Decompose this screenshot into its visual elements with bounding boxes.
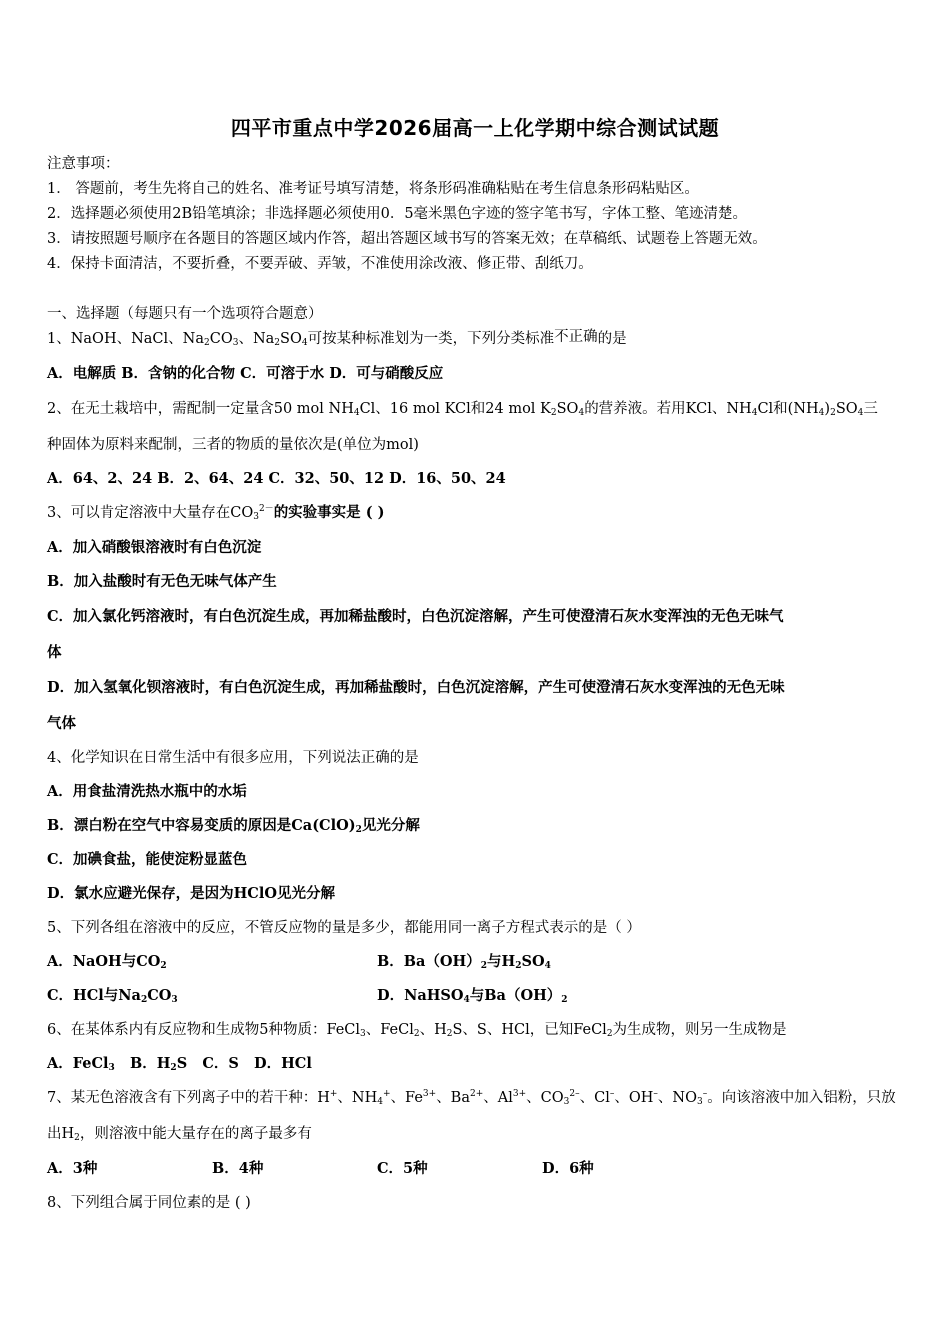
notice-item-3: 3．请按照题号顺序在各题目的答题区域内作答，超出答题区域书写的答案无效；在草稿纸、试题卷上答题无效。	[47, 231, 767, 247]
question-4-option-d: D．氯水应避光保存，是因为HClO见光分解	[47, 885, 335, 902]
question-3-option-b: B．加入盐酸时有无色无味气体产生	[47, 573, 277, 590]
question-3-option-c: C．加入氯化钙溶液时，有白色沉淀生成，再加稀盐酸时，白色沉淀溶解，产生可使澄清石灰水变浑浊的无色无味气	[47, 608, 784, 625]
question-5-option-a: A．NaOH与$CO_2$	[47, 953, 167, 971]
question-5-option-c: C．HCl与$Na_2CO_3$	[47, 987, 178, 1005]
question-3-option-d-cont: 气体	[47, 715, 76, 732]
question-4-option-a: A．用食盐清洗热水瓶中的水垢	[47, 783, 247, 800]
exam-title: 四平市重点中学2026届高一上化学期中综合测试试题	[230, 116, 720, 140]
question-8-stem: 8、下列组合属于同位素的是 ( )	[47, 1195, 251, 1211]
question-7-option-b: B．4种	[212, 1160, 264, 1177]
question-2-options: A．64、2、24 B．2、64、24 C．32、50、12 D．16、50、24	[47, 470, 506, 487]
question-7-option-d: D．6种	[542, 1160, 594, 1177]
question-3-option-c-cont: 体	[47, 644, 62, 661]
notice-item-4: 4．保持卡面清洁，不要折叠，不要弄破、弄皱，不准使用涂改液、修正带、刮纸刀。	[47, 256, 593, 272]
question-7-stem-line2: 出$H_2$，则溶液中能大量存在的离子最多有	[47, 1126, 312, 1143]
question-1-options: A．电解质 B．含钠的化合物 C．可溶于水 D．可与硝酸反应	[47, 365, 444, 382]
question-2-stem: 2、在无土栽培中，需配制一定量含50 mol $NH_4Cl$、16 mol KCl和24 mol $K_2SO_4$的营养液。若用KCl、$NH_4Cl$和$(NH_4)_2SO_4$三	[47, 401, 878, 418]
question-6-stem: 6、在某体系内有反应物和生成物5种物质：FeCl$_3$、FeCl$_2$、$H_2S$、S、HCl，已知FeCl$_2$为生成物，则另一生成物是	[47, 1022, 787, 1039]
question-7-stem: 7、某无色溶液含有下列离子中的若干种：H+、$NH_4^+$、$Fe^{3+}$、$Ba^{2+}$、$Al^{3+}$、$CO_3^{2-}$、Cl–、OH–、$NO_3^-$。向该溶液中加入铝粉，只放	[47, 1089, 896, 1107]
question-7-option-c: C．5种	[377, 1160, 428, 1177]
notice-item-1: 1． 答题前，考生先将自己的姓名、准考证号填写清楚，将条形码准确粘贴在考生信息条形码粘贴区。	[47, 181, 699, 197]
question-4-option-b: B．漂白粉在空气中容易变质的原因是$Ca(ClO)_2$见光分解	[47, 817, 420, 835]
question-5-stem: 5、下列各组在溶液中的反应，不管反应物的量是多少，都能用同一离子方程式表示的是（ ）	[47, 920, 641, 936]
question-4-option-c: C．加碘食盐，能使淀粉显蓝色	[47, 851, 248, 868]
question-3-option-a: A．加入硝酸银溶液时有白色沉淀	[47, 539, 262, 556]
question-7-option-a: A．3种	[47, 1160, 98, 1177]
question-3-option-d: D．加入氢氧化钡溶液时，有白色沉淀生成，再加稀盐酸时，白色沉淀溶解，产生可使澄清石灰水变浑浊的无色无味	[47, 679, 785, 696]
question-3-stem: 3、可以肯定溶液中大量存在$CO_3^{2-}$的实验事实是 ( )	[47, 504, 385, 522]
question-1-stem: 1、NaOH、NaCl、$Na_2CO_3$、$Na_2SO_4$可按某种标准划为一类，下列分类标准不正确的是	[47, 329, 627, 348]
question-4-stem: 4、化学知识在日常生活中有很多应用，下列说法正确的是	[47, 750, 419, 766]
question-2-stem-line2: 种固体为原料来配制，三者的物质的量依次是(单位为mol)	[47, 437, 419, 453]
question-5-option-d: D．NaHSO$_4$与$Ba(OH)_2$	[377, 987, 568, 1005]
section-heading: 一、选择题（每题只有一个选项符合题意）	[47, 306, 323, 322]
notice-heading: 注意事项：	[47, 156, 120, 172]
notice-item-2: 2．选择题必须使用2B铅笔填涂；非选择题必须使用0．5毫米黑色字迹的签字笔书写，字体工整、笔迹清楚。	[47, 206, 748, 222]
question-5-option-b: B．$Ba(OH)_2$与$H_2SO_4$	[377, 953, 551, 971]
question-6-options: A．FeCl$_3$ B．$H_2S$ C．S D．HCl	[47, 1055, 312, 1073]
